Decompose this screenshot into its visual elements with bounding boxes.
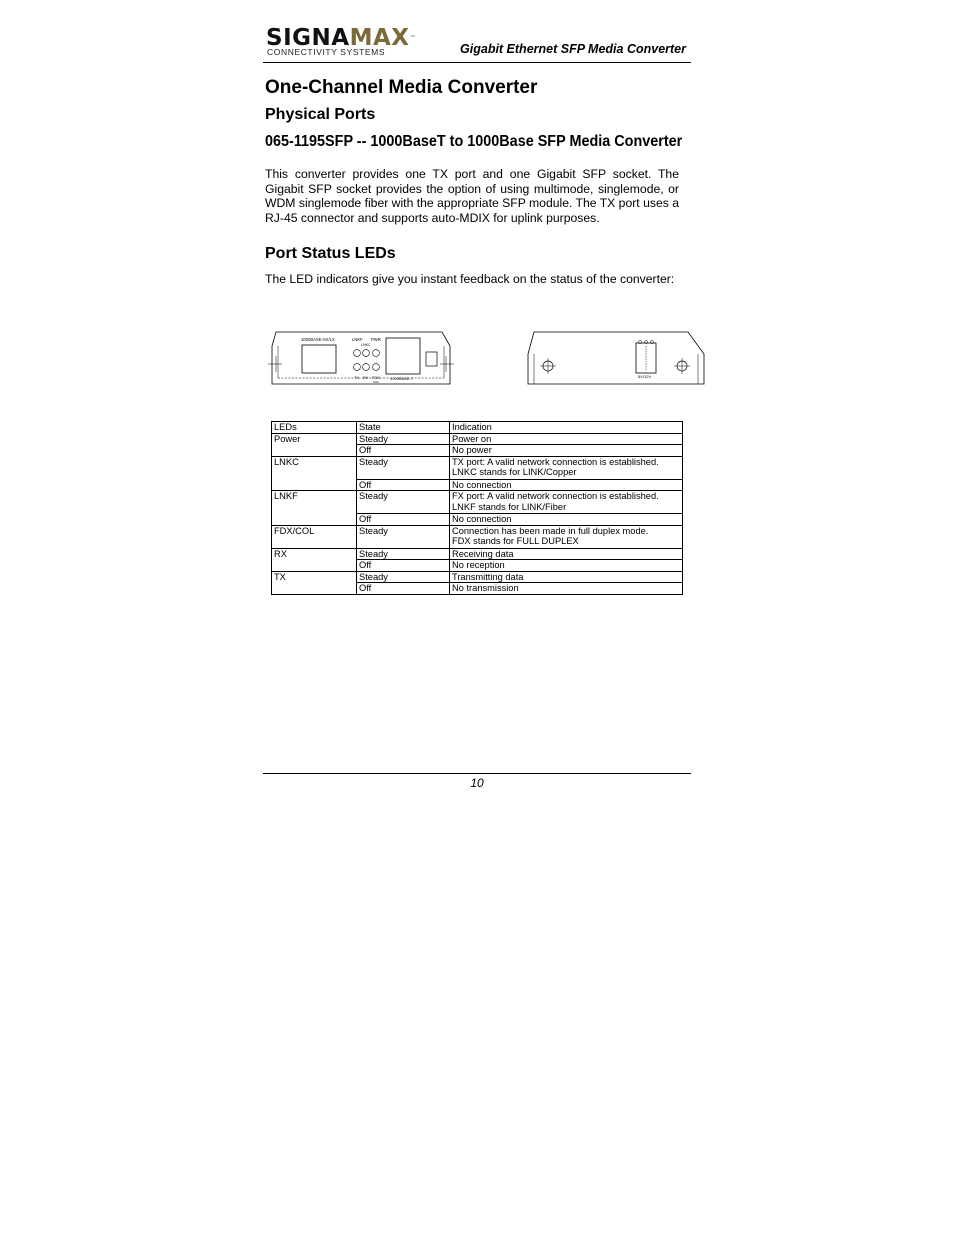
indication-line: FDX stands for FULL DUPLEX	[452, 536, 579, 546]
product-heading: 065-1195SFP -- 1000BaseT to 1000Base SFP Media Converter	[265, 133, 683, 150]
state-cell: Off	[357, 514, 450, 526]
signamax-logo	[266, 26, 426, 58]
indication-cell	[450, 525, 683, 548]
power-jack-label: 5V/12V	[638, 374, 652, 379]
fdx-label: FDX	[372, 375, 380, 380]
led-tx-icon	[354, 364, 361, 371]
led-pwr-icon	[373, 350, 380, 357]
state-cell: Steady	[357, 456, 450, 479]
led-fdx-icon	[373, 364, 380, 371]
indication-cell	[450, 479, 683, 491]
indication-line: No power	[452, 445, 492, 455]
page-number: 10	[470, 776, 484, 790]
indication-line: No connection	[452, 514, 512, 524]
indication-cell	[450, 560, 683, 572]
led-name-cell: Power	[272, 433, 357, 456]
state-cell: Steady	[357, 548, 450, 560]
table-row	[272, 456, 683, 479]
front-panel-diagram	[266, 328, 456, 390]
indication-line: Transmitting data	[452, 571, 524, 582]
description-paragraph: This converter provides one TX port and one Gigabit SFP socket. The Gigabit SFP socket provides the option of using multimode, singlemode, or WDM singlemode fiber with the appropriate SFP module. The TX port uses a RJ-45 connector and supports auto-MDIX for uplink purposes.	[265, 167, 679, 225]
led-rx-icon	[363, 364, 370, 371]
pwr-label: PWR	[371, 337, 381, 342]
led-name-cell: FDX/COL	[272, 525, 357, 548]
sfp-port	[302, 345, 336, 373]
table-header-row	[272, 422, 683, 434]
indication-cell	[450, 514, 683, 526]
led-heading: Port Status LEDs	[265, 245, 396, 262]
table-row	[272, 491, 683, 514]
state-cell: Off	[357, 583, 450, 595]
state-cell: Steady	[357, 433, 450, 445]
switch-icon	[426, 352, 437, 366]
indication-line: LNKC stands for LINK/Copper	[452, 467, 577, 477]
rj45-port	[386, 338, 420, 374]
led-name-cell: LNKC	[272, 456, 357, 491]
sfp-port-label: 1000BASE-SX/LX	[301, 337, 335, 342]
header-title: Gigabit Ethernet SFP Media Converter	[460, 42, 686, 56]
rear-panel-diagram	[522, 328, 708, 390]
led-lnkf-icon	[354, 350, 361, 357]
indication-cell	[450, 456, 683, 479]
indication-cell	[450, 491, 683, 514]
state-cell: Off	[357, 479, 450, 491]
lnkc-label: LNKC	[361, 343, 371, 347]
tx-label: TX	[354, 375, 360, 380]
table-row	[272, 433, 683, 445]
lnkf-label: LNKF	[352, 337, 363, 342]
indication-cell	[450, 433, 683, 445]
state-cell: Off	[357, 445, 450, 457]
rx-label: RX	[363, 375, 369, 380]
led-status-table	[271, 421, 683, 595]
indication-cell	[450, 548, 683, 560]
state-cell: Off	[357, 560, 450, 572]
led-intro-paragraph: The LED indicators give you instant feedback on the status of the converter:	[265, 272, 675, 286]
table-row	[272, 525, 683, 548]
indication-line: FX port: A valid network connection is established.	[452, 491, 659, 501]
table-header-cell: Indication	[450, 422, 683, 434]
indication-line: No reception	[452, 560, 505, 570]
table-row	[272, 548, 683, 560]
indication-line: TX port: A valid network connection is established.	[452, 456, 659, 467]
indication-line: LNKF stands for LINK/Fiber	[452, 501, 567, 512]
logo-tagline: CONNECTIVITY SYSTEMS	[267, 47, 386, 57]
footer-rule	[263, 773, 691, 774]
led-lnkc-icon	[363, 350, 370, 357]
section-heading: One-Channel Media Converter	[265, 77, 538, 98]
table-header-cell: State	[357, 422, 450, 434]
indication-line: Connection has been made in full duplex mode.	[452, 525, 649, 536]
table-row	[272, 571, 683, 583]
indication-line: Power on	[452, 433, 492, 444]
indication-line: No transmission	[452, 583, 519, 593]
page-header	[263, 22, 691, 63]
state-cell: Steady	[357, 571, 450, 583]
led-name-cell: RX	[272, 548, 357, 571]
logo-wordmark: SIGNAMAX™	[266, 25, 416, 51]
rj45-port-label: 1000BASE-T	[390, 376, 414, 381]
subsection-heading: Physical Ports	[265, 106, 376, 123]
state-cell: Steady	[357, 491, 450, 514]
led-name-cell: TX	[272, 571, 357, 594]
led-name-cell: LNKF	[272, 491, 357, 526]
table-header-cell: LEDs	[272, 422, 357, 434]
state-cell: Steady	[357, 525, 450, 548]
indication-line: Receiving data	[452, 548, 514, 559]
indication-line: No connection	[452, 479, 512, 490]
indication-cell	[450, 445, 683, 457]
indication-cell	[450, 571, 683, 583]
col-label: COL	[373, 380, 380, 384]
indication-cell	[450, 583, 683, 595]
